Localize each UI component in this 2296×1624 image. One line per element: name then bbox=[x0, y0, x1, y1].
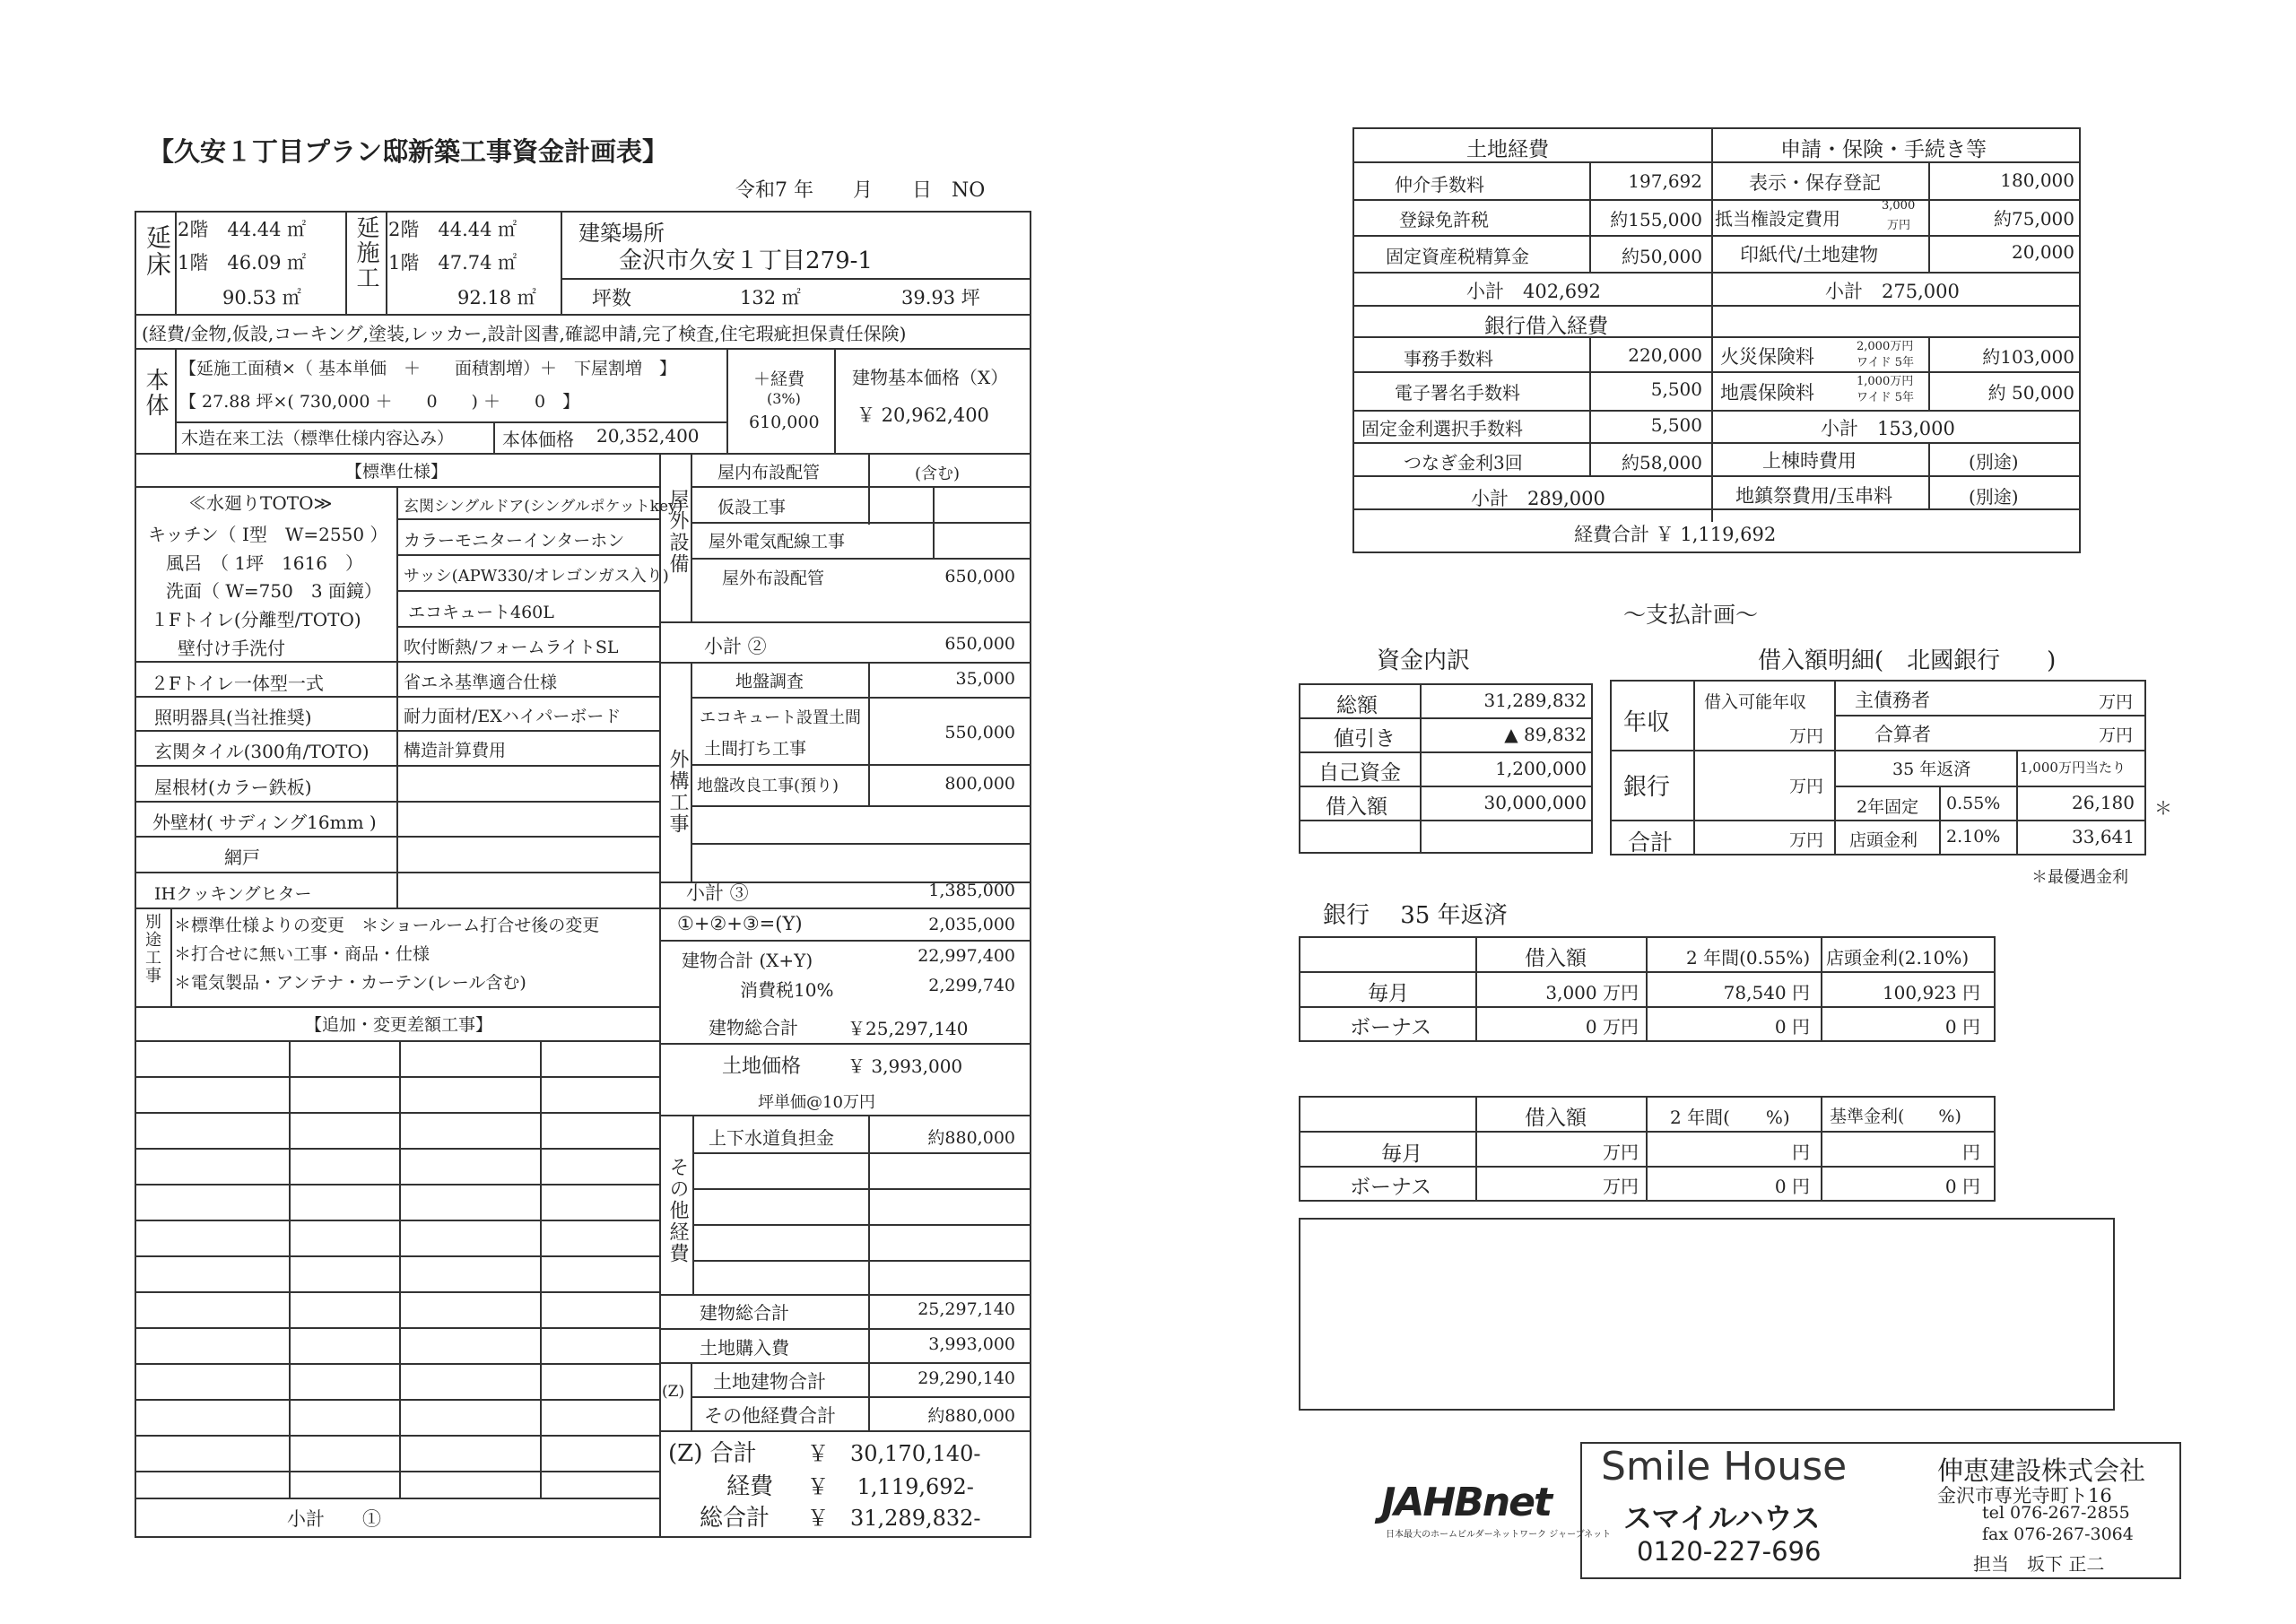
construct-2f: 2階 44.44 ㎡ bbox=[388, 219, 517, 240]
building-grand-label: 建物総合計 bbox=[709, 1017, 798, 1038]
outdoor-item: 仮設工事 bbox=[718, 498, 787, 517]
additional-header: 【追加・変更差額工事】 bbox=[305, 1015, 493, 1035]
funds-item: 総額 bbox=[1336, 694, 1378, 717]
repay2-value: 0 円 bbox=[1944, 1176, 1980, 1197]
final-expense-value: ￥ 1,119,692- bbox=[807, 1474, 974, 1499]
company-address: 金沢市専光寺町ト16 bbox=[1937, 1485, 2112, 1507]
repay2-row-label: 毎月 bbox=[1381, 1142, 1422, 1166]
company-staff: 担当 坂下 正二 bbox=[1973, 1553, 2105, 1575]
insurance-value: 約 50,000 bbox=[1987, 382, 2074, 404]
notes-line: (経費/金物,仮設,コーキング,塗装,レッカー,設計図書,確認申請,完了検査,住宅瑕疵担保責任保険) bbox=[142, 323, 907, 344]
spec-item: IHクッキングヒター bbox=[154, 884, 312, 904]
insurance-note: 1,000万円 bbox=[1857, 375, 1914, 388]
bank-value: 5,500 bbox=[1650, 378, 1702, 400]
bank-row-unit: 万円 bbox=[1789, 777, 1824, 796]
bank-subtotal: 小計 289,000 bbox=[1471, 488, 1605, 509]
spec-item: 玄関タイル(300角/TOTO) bbox=[154, 741, 370, 762]
site-value: 金沢市久安１丁目279-1 bbox=[619, 248, 873, 274]
grand-total-value: ￥ 31,289,832- bbox=[807, 1506, 981, 1531]
store-value: 33,641 bbox=[2072, 826, 2135, 847]
application-header: 申請・保険・手続き等 bbox=[1780, 138, 1987, 161]
summary-item: 土地購入費 bbox=[700, 1337, 789, 1359]
land-value: 197,692 bbox=[1628, 170, 1702, 192]
floor-area-label: 延床 bbox=[143, 224, 172, 278]
store-label: 店頭金利 bbox=[1849, 830, 1918, 850]
repay2-value: 万円 bbox=[1603, 1142, 1639, 1163]
repay-title: 銀行 35 年返済 bbox=[1323, 902, 1508, 929]
co-debtor-unit: 万円 bbox=[2099, 725, 2134, 745]
bank-header: 銀行借入経費 bbox=[1484, 315, 1608, 338]
outdoor-item: 屋内布設配管 bbox=[718, 463, 821, 482]
land-value: 約50,000 bbox=[1622, 246, 1702, 267]
insurance-value: 約103,000 bbox=[1982, 346, 2074, 368]
summary-value: 29,290,140 bbox=[918, 1368, 1015, 1388]
base-price-label: 建物基本価格（X） bbox=[852, 367, 1009, 388]
spec-item: 網戸 bbox=[224, 847, 260, 868]
memo-box bbox=[1299, 1218, 2115, 1411]
final-total-label: (Z) 合計 bbox=[668, 1440, 757, 1467]
separate-item: ＊標準仕様よりの変更 ＊ショールーム打合せ後の変更 bbox=[174, 916, 600, 935]
repay1-header: 2 年間(0.55%) bbox=[1686, 947, 1811, 968]
exterior-item: 地盤調査 bbox=[735, 672, 804, 691]
spec-item: 屋根材(カラー鉄板) bbox=[154, 777, 312, 798]
app-item: 表示・保存登記 bbox=[1749, 172, 1881, 194]
outdoor-item: 屋外電気配線工事 bbox=[709, 532, 846, 551]
summary-value: 約880,000 bbox=[927, 1406, 1015, 1426]
exterior-value: 800,000 bbox=[944, 774, 1015, 794]
outdoor-value: (含む) bbox=[915, 465, 961, 483]
bank-item: 固定金利選択手数料 bbox=[1361, 418, 1523, 439]
spec2-item: 玄関シングルドア(シングルポケットkey) bbox=[404, 498, 683, 516]
income-label: 年収 bbox=[1623, 709, 1671, 736]
exterior-item: 土間打ち工事 bbox=[704, 739, 807, 759]
bank-value: 220,000 bbox=[1628, 344, 1702, 366]
asterisk-mark: ＊ bbox=[2154, 797, 2172, 819]
repay1-row-label: ボーナス bbox=[1350, 1016, 1432, 1039]
insurance-note: ワイド 5年 bbox=[1857, 391, 1915, 404]
insurance-item: 火災保険料 bbox=[1720, 346, 1814, 368]
possible-income-unit: 万円 bbox=[1789, 726, 1824, 746]
insurance-note: ワイド 5年 bbox=[1857, 356, 1915, 369]
funds-value: 1,200,000 bbox=[1495, 758, 1587, 779]
spec-item: ≪水廻りTOTO≫ bbox=[188, 492, 333, 514]
subtotal3-value: 1,385,000 bbox=[928, 881, 1015, 900]
base-price-value: ￥ 20,962,400 bbox=[857, 404, 989, 426]
repay1-value: 3,000 万円 bbox=[1545, 982, 1639, 1003]
floor-1f: 1階 46.09 ㎡ bbox=[178, 252, 307, 274]
land-value: 約155,000 bbox=[1610, 209, 1702, 230]
company-fax: fax 076-267-3064 bbox=[1982, 1524, 2134, 1544]
spec-item: キッチン（ I型 W=2550 ） bbox=[148, 524, 388, 545]
separate-label: 別途工事 bbox=[143, 913, 161, 985]
spec-item: ２Fトイレ一体型一式 bbox=[151, 673, 324, 694]
fixed-label: 2年固定 bbox=[1857, 797, 1919, 817]
overhead-rate: (3%) bbox=[767, 390, 801, 407]
spec2-item: 吹付断熱/フォームライトSL bbox=[404, 638, 619, 657]
construct-1f: 1階 47.74 ㎡ bbox=[388, 252, 517, 274]
subtotal2-label: 小計 ② bbox=[704, 636, 767, 657]
summary-item: 土地建物合計 bbox=[713, 1371, 826, 1393]
funds-value: ▲ 89,832 bbox=[1504, 724, 1587, 745]
summary-value: 25,297,140 bbox=[918, 1299, 1015, 1319]
jahbnet-logo-text: JAHBnet bbox=[1381, 1480, 1551, 1525]
subtotal1-label: 小計 ① bbox=[287, 1508, 381, 1530]
body-formula-values: 【 27.88 坪×( 730,000 ＋ 0 ) ＋ 0 】 bbox=[179, 392, 580, 412]
exterior-item: エコキュート設置土間 bbox=[700, 708, 861, 727]
app-value: 180,000 bbox=[2000, 169, 2074, 191]
company-name: 伸恵建設株式会社 bbox=[1937, 1455, 2146, 1486]
spec-item: 洗面（ W=750 3 面鏡） bbox=[166, 580, 382, 602]
spec2-item: サッシ(APW330/オレゴンガス入り) bbox=[404, 567, 669, 586]
app-subtotal: 小計 275,000 bbox=[1825, 281, 1960, 302]
floor-total: 90.53 ㎡ bbox=[222, 287, 301, 308]
other-label: その他経費 bbox=[666, 1157, 689, 1264]
bank-item: 事務手数料 bbox=[1404, 348, 1493, 369]
tax-label: 消費税10% bbox=[740, 979, 834, 1001]
expense-total: 経費合計 ￥ 1,119,692 bbox=[1574, 524, 1777, 545]
repay2-value: 0 円 bbox=[1774, 1176, 1810, 1197]
raising-value: (別途) bbox=[1969, 451, 2019, 473]
store-rate: 2.10% bbox=[1946, 827, 2001, 847]
building-total-value: 22,997,400 bbox=[918, 946, 1015, 966]
repay2-value: 万円 bbox=[1603, 1176, 1639, 1197]
best-rate-note: ＊最優遇金利 bbox=[2031, 868, 2128, 887]
subtotal2-value: 650,000 bbox=[944, 634, 1015, 654]
spec-item: １Fトイレ(分離型/TOTO) bbox=[151, 609, 361, 630]
jahbnet-subtext: 日本最大のホームビルダーネットワーク ジャーブネット bbox=[1386, 1530, 1612, 1540]
repay1-value: 100,923 円 bbox=[1882, 982, 1980, 1003]
outdoor-label: 屋外設備 bbox=[666, 489, 689, 575]
y-label: ①+②+③=(Y) bbox=[677, 913, 803, 934]
ground-ceremony-value: (別途) bbox=[1969, 486, 2019, 508]
total-row-unit: 万円 bbox=[1789, 830, 1824, 850]
spec-item: 壁付け手洗付 bbox=[178, 638, 285, 659]
body-label: 本体 bbox=[142, 368, 169, 418]
spec-item: 風呂 （ 1坪 1616 ） bbox=[166, 552, 363, 574]
tsubo-value: 39.93 坪 bbox=[901, 287, 980, 308]
app-item-sup: 3,000 bbox=[1882, 199, 1916, 213]
grand-total-label: 総合計 bbox=[700, 1505, 770, 1532]
repay2-row-label: ボーナス bbox=[1350, 1176, 1432, 1199]
free-dial: 0120-227-696 bbox=[1637, 1536, 1822, 1567]
repay1-header: 借入額 bbox=[1525, 947, 1587, 970]
summary-item: 建物総合計 bbox=[700, 1302, 789, 1324]
fixed-rate: 0.55% bbox=[1946, 794, 2001, 813]
funds-value: 30,000,000 bbox=[1483, 792, 1587, 813]
app-value: 約75,000 bbox=[1994, 208, 2074, 230]
separate-item: ＊打合せに無い工事・商品・仕様 bbox=[174, 944, 430, 964]
summary-item: その他経費合計 bbox=[704, 1405, 836, 1427]
repay1-header: 店頭金利(2.10%) bbox=[1826, 947, 1970, 968]
repay1-value: 78,540 円 bbox=[1723, 982, 1810, 1003]
loan-title: 借入額明細( 北國銀行 ) bbox=[1758, 647, 2057, 674]
document-title: 【久安１丁目プラン邸新築工事資金計画表】 bbox=[148, 136, 669, 167]
bank-value: 約58,000 bbox=[1622, 452, 1702, 473]
standard-header: 【標準仕様】 bbox=[345, 462, 448, 482]
repay1-value: 0 円 bbox=[1944, 1016, 1980, 1038]
outdoor-item: 屋外布設配管 bbox=[722, 569, 825, 588]
spec-item: 照明器具(当社推奨) bbox=[154, 707, 312, 728]
construct-total: 92.18 ㎡ bbox=[457, 287, 536, 308]
tax-value: 2,299,740 bbox=[928, 976, 1015, 995]
insurance-note: 2,000万円 bbox=[1857, 340, 1914, 353]
z-label: (Z) bbox=[662, 1383, 685, 1401]
repay2-value: 円 bbox=[1962, 1142, 1980, 1163]
bank-value: 5,500 bbox=[1650, 414, 1702, 436]
land-price-value: ￥ 3,993,000 bbox=[848, 1055, 963, 1077]
possible-income-label: 借入可能年収 bbox=[1704, 692, 1807, 712]
land-price-label: 土地価格 bbox=[722, 1055, 802, 1078]
land-item: 仲介手数料 bbox=[1395, 174, 1484, 195]
body-formula: 【延施工面積×（ 基本単価 ＋ 面積割増）＋ 下屋割増 】 bbox=[179, 359, 676, 378]
land-expense-header: 土地経費 bbox=[1466, 138, 1549, 161]
total-row-label: 合計 bbox=[1628, 829, 1674, 855]
fixed-value: 26,180 bbox=[2072, 792, 2135, 813]
land-item: 登録免許税 bbox=[1399, 209, 1489, 230]
repay2-header: 基準金利( %) bbox=[1830, 1107, 1961, 1126]
funds-item: 借入額 bbox=[1326, 795, 1387, 819]
other-item: 上下水道負担金 bbox=[709, 1127, 834, 1149]
spec2-item: カラーモニターインターホン bbox=[404, 531, 625, 551]
exterior-value: 550,000 bbox=[944, 723, 1015, 743]
overhead-value: 610,000 bbox=[749, 413, 820, 432]
funds-item: 値引き bbox=[1334, 727, 1396, 751]
outdoor-value: 650,000 bbox=[944, 567, 1015, 586]
land-item: 固定資産税精算金 bbox=[1386, 246, 1529, 267]
subtotal3-label: 小計 ③ bbox=[686, 882, 749, 904]
insurance-subtotal: 小計 153,000 bbox=[1821, 418, 1955, 439]
ground-ceremony: 地鎮祭費用/玉串料 bbox=[1735, 485, 1893, 507]
site-label: 建築場所 bbox=[578, 221, 665, 246]
repay1-row-label: 毎月 bbox=[1368, 982, 1409, 1005]
funds-value: 31,289,832 bbox=[1483, 690, 1587, 711]
spec2-item: 省エネ基準適合仕様 bbox=[404, 673, 558, 692]
final-expense-label: 経費 bbox=[726, 1473, 774, 1500]
company-tel: tel 076-267-2855 bbox=[1982, 1503, 2130, 1523]
app-item: 抵当権設定費用 bbox=[1715, 208, 1840, 230]
exterior-label: 外構工事 bbox=[666, 749, 689, 835]
raising-item: 上棟時費用 bbox=[1762, 450, 1857, 472]
body-price-value: 20,352,400 bbox=[596, 425, 700, 447]
bank-item: 電子署名手数料 bbox=[1395, 382, 1520, 404]
overhead-label: ＋経費 bbox=[753, 369, 805, 389]
bank-item: つなぎ金利3回 bbox=[1404, 452, 1523, 473]
app-item: 印紙代/土地建物 bbox=[1740, 244, 1879, 265]
body-price-label: 本体価格 bbox=[502, 429, 574, 450]
tsubo-m2: 132 ㎡ bbox=[740, 287, 801, 308]
repay1-value: 0 万円 bbox=[1585, 1016, 1639, 1038]
loan-years: 35 年返済 bbox=[1892, 760, 1971, 779]
summary-value: 3,993,000 bbox=[928, 1334, 1015, 1354]
spec-item: 外壁材( サディング16mm ) bbox=[152, 812, 377, 833]
spec2-item: 耐力面材/EXハイパーボード bbox=[404, 707, 622, 726]
y-value: 2,035,000 bbox=[928, 915, 1015, 934]
building-grand-value: ￥25,297,140 bbox=[848, 1018, 969, 1039]
smile-house-jp: スマイルハウス bbox=[1623, 1501, 1821, 1535]
repay2-value: 円 bbox=[1792, 1142, 1810, 1163]
co-debtor-label: 合算者 bbox=[1874, 724, 1931, 745]
tsubo-label: 坪数 bbox=[592, 288, 632, 310]
tsubo-price: 坪単価@10万円 bbox=[758, 1093, 875, 1112]
final-total-value: ￥ 30,170,140- bbox=[807, 1441, 981, 1466]
repay2-header: 2 年間( %) bbox=[1670, 1107, 1790, 1128]
app-item-sub: 万円 bbox=[1887, 219, 1911, 232]
insurance-item: 地震保険料 bbox=[1720, 382, 1814, 404]
spec2-item: エコキュート460L bbox=[408, 603, 554, 622]
land-subtotal: 小計 402,692 bbox=[1466, 281, 1601, 302]
jahbnet-logo bbox=[1381, 1480, 1551, 1525]
funds-title: 資金内訳 bbox=[1377, 647, 1471, 674]
construct-area-label: 延施工 bbox=[352, 215, 379, 291]
main-debtor-unit: 万円 bbox=[2099, 692, 2134, 712]
smile-house-logo: Smile House bbox=[1601, 1444, 1848, 1489]
exterior-item: 地盤改良工事(預り) bbox=[697, 777, 839, 795]
payment-title: ～支払計画～ bbox=[1623, 602, 1759, 628]
exterior-value: 35,000 bbox=[955, 669, 1015, 689]
repay1-value: 0 円 bbox=[1774, 1016, 1810, 1038]
app-value: 20,000 bbox=[2012, 241, 2074, 263]
floor-2f: 2階 44.44 ㎡ bbox=[178, 219, 307, 240]
per-10m-label: 1,000万円当たり bbox=[2020, 760, 2126, 776]
funds-item: 自己資金 bbox=[1318, 761, 1401, 785]
body-method: 木造在来工法（標準仕様内容込み） bbox=[181, 429, 455, 448]
main-debtor-label: 主債務者 bbox=[1855, 690, 1930, 711]
spec2-item: 構造計算費用 bbox=[404, 741, 507, 760]
date-line: 令和7 年 月 日 NO bbox=[735, 179, 986, 202]
bank-row-label: 銀行 bbox=[1623, 774, 1671, 801]
separate-item: ＊電気製品・アンテナ・カーテン(レール含む) bbox=[174, 973, 526, 993]
repay2-header: 借入額 bbox=[1525, 1107, 1587, 1130]
building-total-label: 建物合計 (X+Y) bbox=[682, 950, 813, 971]
other-value: 約880,000 bbox=[927, 1128, 1015, 1148]
